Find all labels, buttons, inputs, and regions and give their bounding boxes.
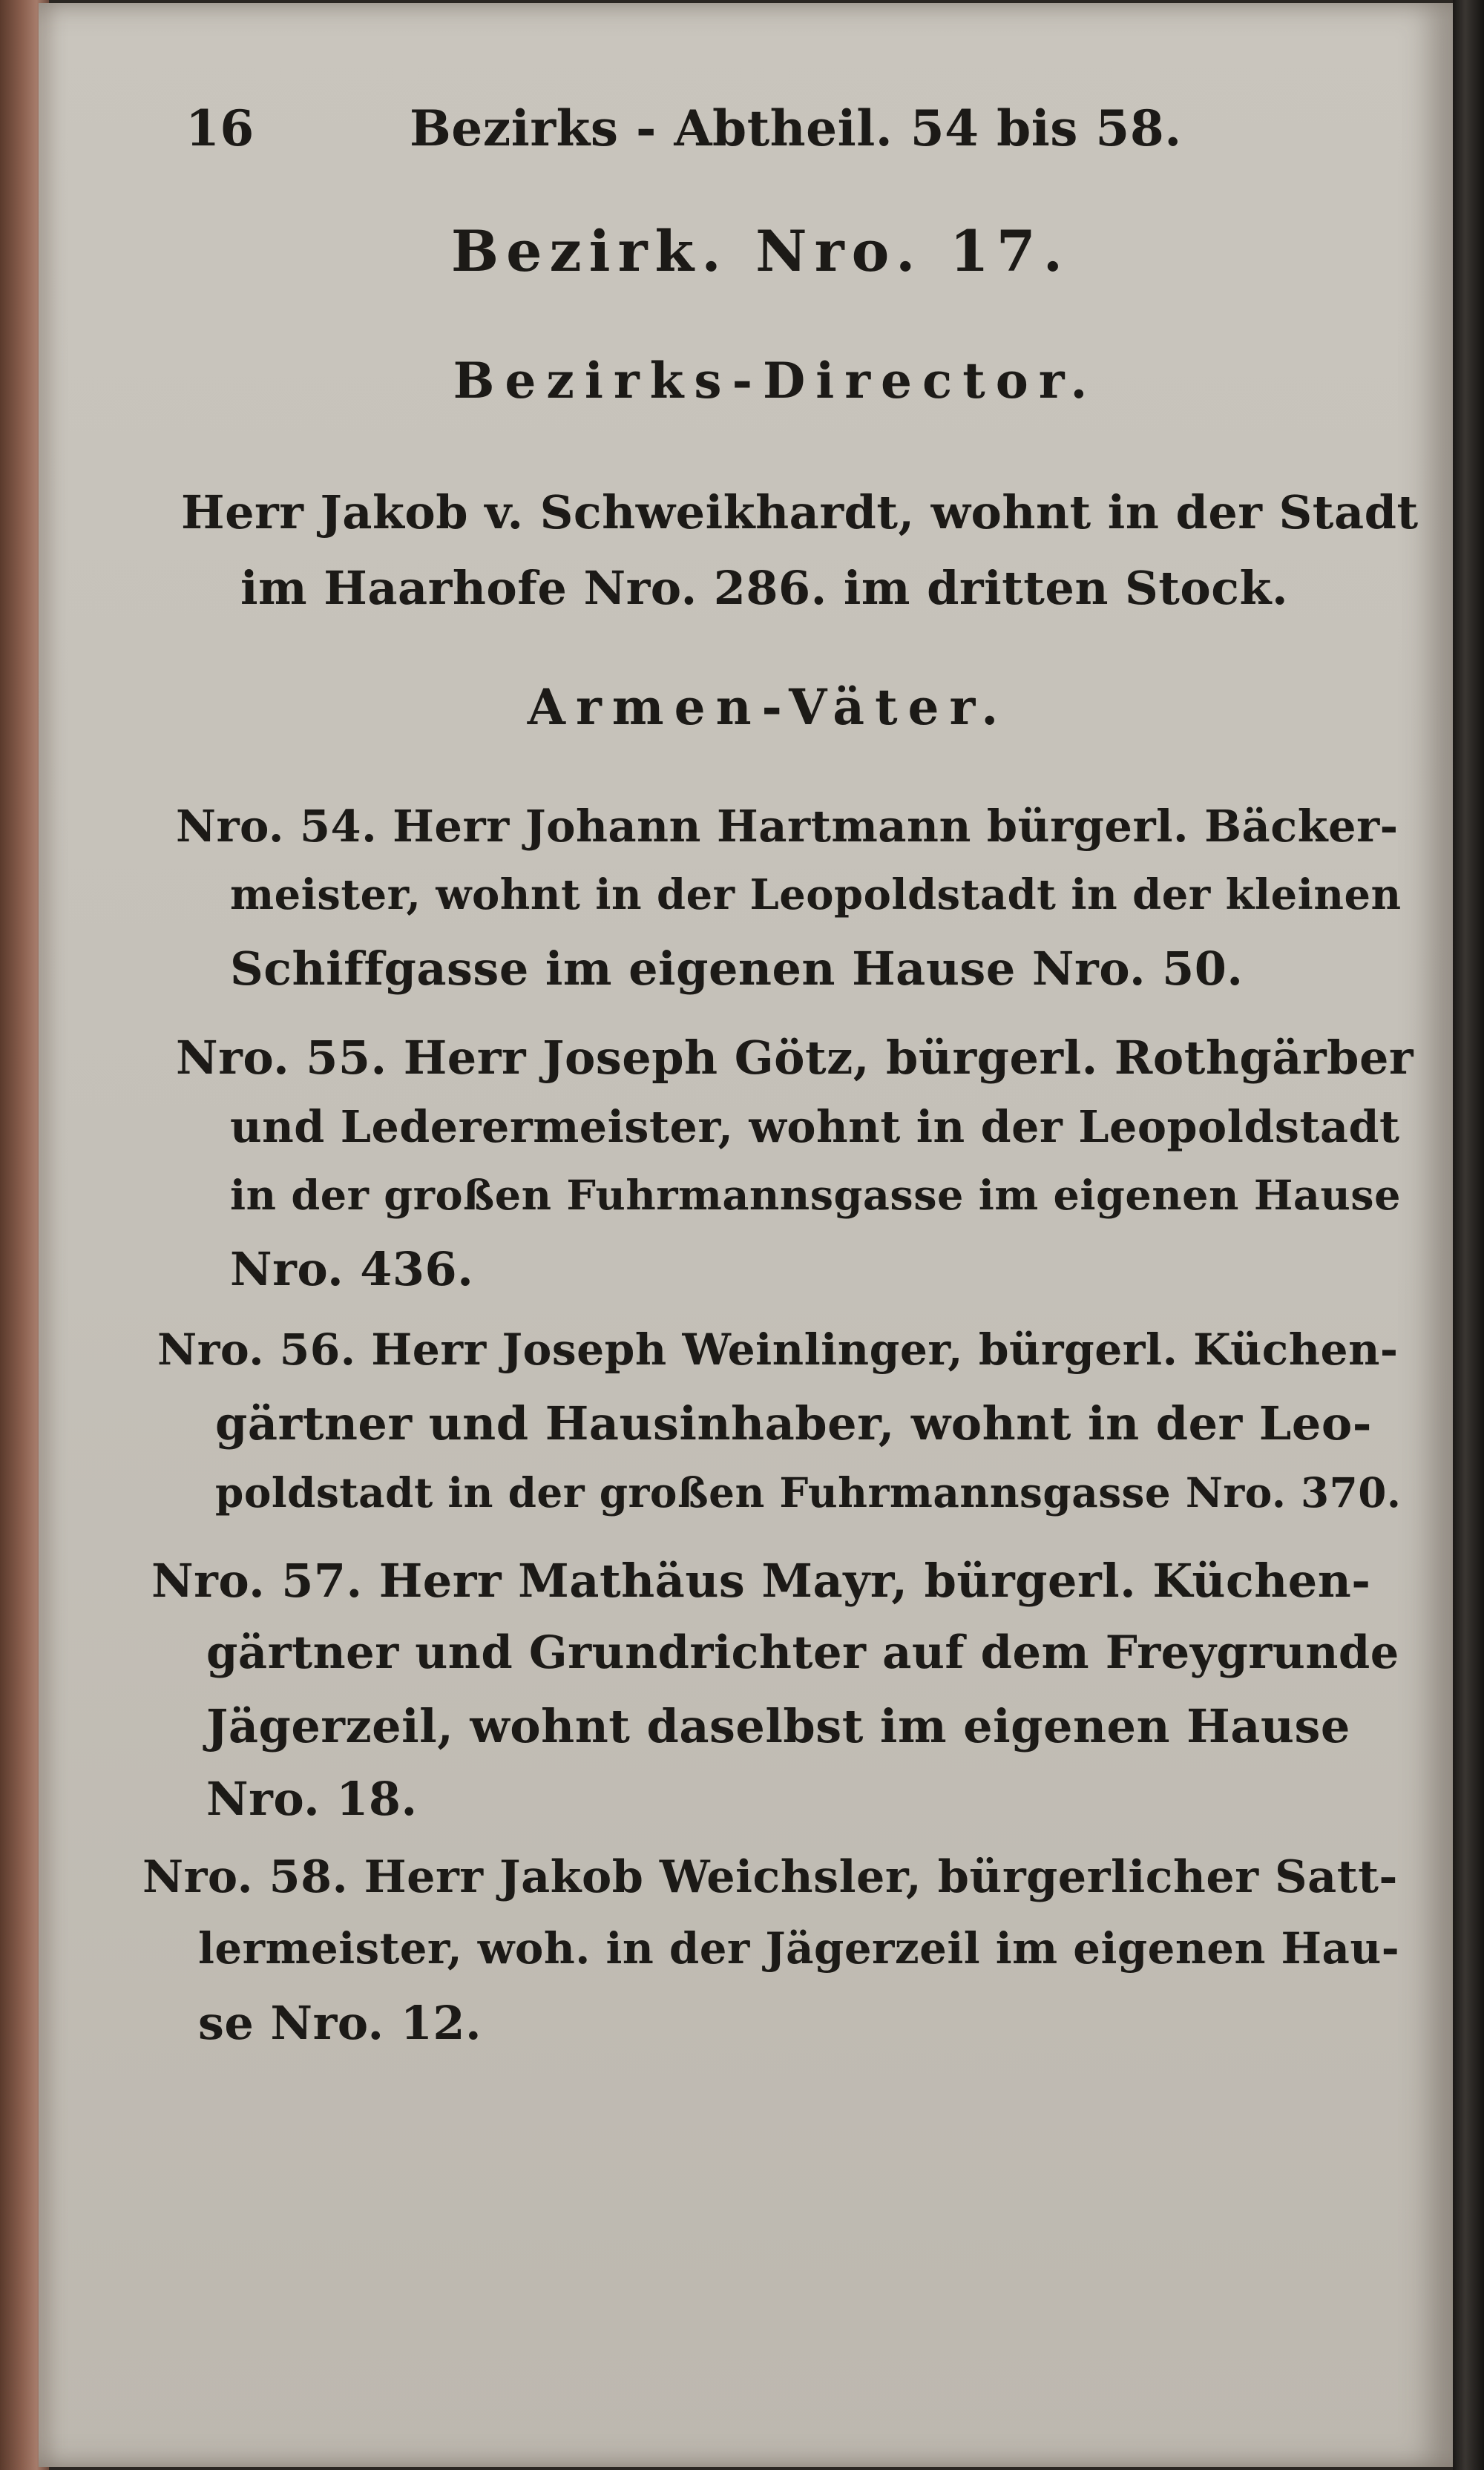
entry-line: lermeister, woh. in der Jägerzeil im eigenen Hau- (198, 1923, 1400, 1974)
entry-line: Nro. 58. Herr Jakob Weichsler, bürgerlicher Satt- (142, 1850, 1398, 1903)
entry-line: Jägerzeil, wohnt daselbst im eigenen Hause (206, 1699, 1350, 1753)
entry-line: in der großen Fuhrmannsgasse im eigenen Hause (230, 1172, 1401, 1220)
director-heading: Bezirks-Director. (453, 352, 1098, 410)
entry-line: poldstadt in der großen Fuhrmannsgasse Nro. 370. (215, 1469, 1402, 1517)
book-page (39, 3, 1453, 2467)
entry-line: gärtner und Grundrichter auf dem Freygrunde (206, 1626, 1399, 1679)
entry-line: gärtner und Hausinhaber, wohnt in der Leo- (215, 1396, 1372, 1451)
entry-line: Nro. 55. Herr Joseph Götz, bürgerl. Rothgärber (176, 1031, 1414, 1085)
entry-line: Nro. 436. (230, 1242, 474, 1296)
director-text-line: Herr Jakob v. Schweikhardt, wohnt in der Stadt (181, 485, 1419, 539)
entry-line: meister, wohnt in der Leopoldstadt in der kleinen (230, 871, 1402, 919)
entry-line: Schiffgasse im eigenen Hause Nro. 50. (230, 942, 1244, 996)
section-title: Bezirk. Nro. 17. (450, 218, 1071, 284)
entry-line: Nro. 56. Herr Joseph Weinlinger, bürgerl. Küchen- (157, 1324, 1399, 1375)
entry-line: und Lederermeister, wohnt in der Leopoldstadt (230, 1101, 1400, 1152)
page-number: 16 (186, 99, 255, 157)
entry-line: Nro. 18. (206, 1772, 418, 1826)
director-text-line: im Haarhofe Nro. 286. im dritten Stock. (240, 561, 1289, 615)
entry-line: se Nro. 12. (198, 1996, 482, 2050)
entry-line: Nro. 54. Herr Johann Hartmann bürgerl. Bäcker- (176, 801, 1399, 852)
book-cover-edge (1453, 0, 1484, 2470)
entry-line: Nro. 57. Herr Mathäus Mayr, bürgerl. Küchen- (151, 1554, 1371, 1608)
armen-vaeter-heading: Armen-Väter. (527, 678, 1009, 736)
running-title: Bezirks - Abtheil. 54 bis 58. (410, 99, 1182, 157)
